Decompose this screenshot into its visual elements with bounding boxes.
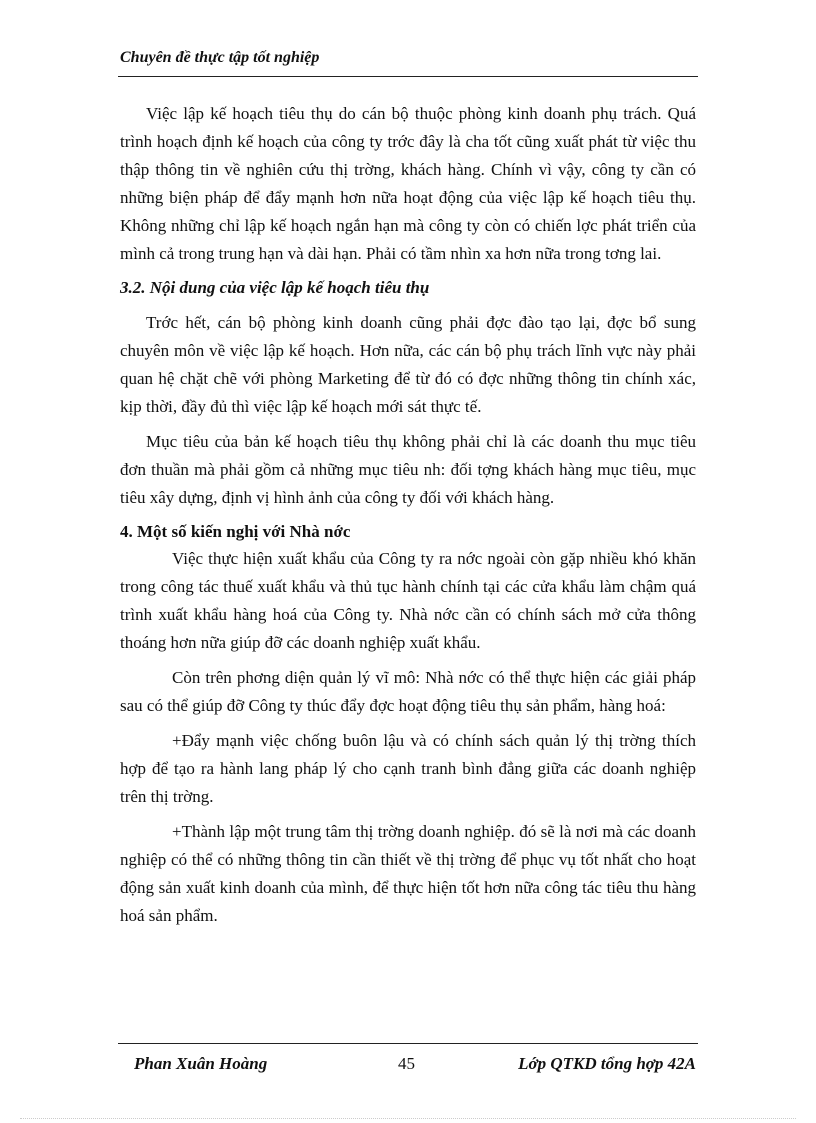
- paragraph-staff-training: Trớc hết, cán bộ phòng kinh doanh cũng phải đợc đào tạo lại, đợc bổ sung chuyên môn về việc lập kế hoạch. Hơn nữa, các cán bộ phụ trách lĩnh vực này phải quan hệ chặt chẽ với phòng Marketing để từ đó có đợc những thông tin chính xác, kịp thời, đầy đủ thì việc lập kế hoạch mới sát thực tế.: [120, 313, 696, 416]
- paragraph-sales-planning: Việc lập kế hoạch tiêu thụ do cán bộ thuộc phòng kinh doanh phụ trách. Quá trình hoạch định kế hoạch của công ty trớc đây là cha tốt cũng xuất phát từ việc thu thập thông tin về nghiên cứu thị trờng, khách hàng. Chính vì vậy, công ty cần có những biện pháp để đẩy mạnh hơn nữa hoạt động của việc lập kế hoạch tiêu thụ. Không những chỉ lập kế hoạch ngắn hạn mà công ty còn có chiến lợc phát triển của mình cả trong trung hạn và dài hạn. Phải có tầm nhìn xa hơn nữa trong tơng lai.: [120, 104, 696, 263]
- paragraph-plan-objectives: Mục tiêu của bản kế hoạch tiêu thụ không phải chỉ là các doanh thu mục tiêu đơn thuần mà phải gồm cả những mục tiêu nh: đối tợng khách hàng mục tiêu, mục tiêu xây dựng, định vị hình ảnh của công ty đối với khách hàng.: [120, 432, 696, 507]
- section-heading-3-2: 3.2. Nội dung của việc lập kế hoạch tiêu thụ: [120, 278, 430, 297]
- header-rule: [118, 76, 698, 77]
- footer-author: Phan Xuân Hoàng: [134, 1054, 268, 1073]
- paragraph-macro-management: Còn trên phơng diện quản lý vĩ mô: Nhà nớc có thể thực hiện các giải pháp sau có thể giúp đỡ Công ty thúc đẩy đợc hoạt động tiêu thụ sản phẩm, hàng hoá:: [120, 668, 696, 715]
- footer-class: Lớp QTKD tổng hợp 42A: [518, 1054, 696, 1073]
- page-bottom-divider: [20, 1118, 796, 1119]
- paragraph-export-difficulties: Việc thực hiện xuất khẩu của Công ty ra nớc ngoài còn gặp nhiều khó khăn trong công tác thuế xuất khẩu và thủ tục hành chính tại các cửa khẩu làm chậm quá trình xuất khẩu hàng hoá của Công ty. Nhà nớc cần có chính sách mở cửa thông thoáng hơn nữa giúp đỡ các doanh nghiệp xuất khẩu.: [120, 549, 696, 652]
- section-heading-4: 4. Một số kiến nghị với Nhà nớc: [120, 522, 351, 541]
- footer-rule: [118, 1043, 698, 1044]
- document-body: [120, 100, 696, 937]
- running-header: Chuyên đề thực tập tốt nghiệp: [120, 49, 320, 66]
- list-item-anti-smuggling: +Đẩy mạnh việc chống buôn lậu và có chính sách quản lý thị trờng thích hợp để tạo ra hành lang pháp lý cho cạnh tranh bình đẳng giữa các doanh nghiệp trên thị trờng.: [120, 731, 696, 806]
- page-number: 45: [398, 1054, 415, 1073]
- list-item-market-center: +Thành lập một trung tâm thị trờng doanh nghiệp. đó sẽ là nơi mà các doanh nghiệp có thể có những thông tin cần thiết về thị trờng để phục vụ tốt nhất cho hoạt động sản xuất kinh doanh của mình, để thực hiện tốt hơn nữa công tác tiêu thu hàng hoá sản phẩm.: [120, 822, 696, 925]
